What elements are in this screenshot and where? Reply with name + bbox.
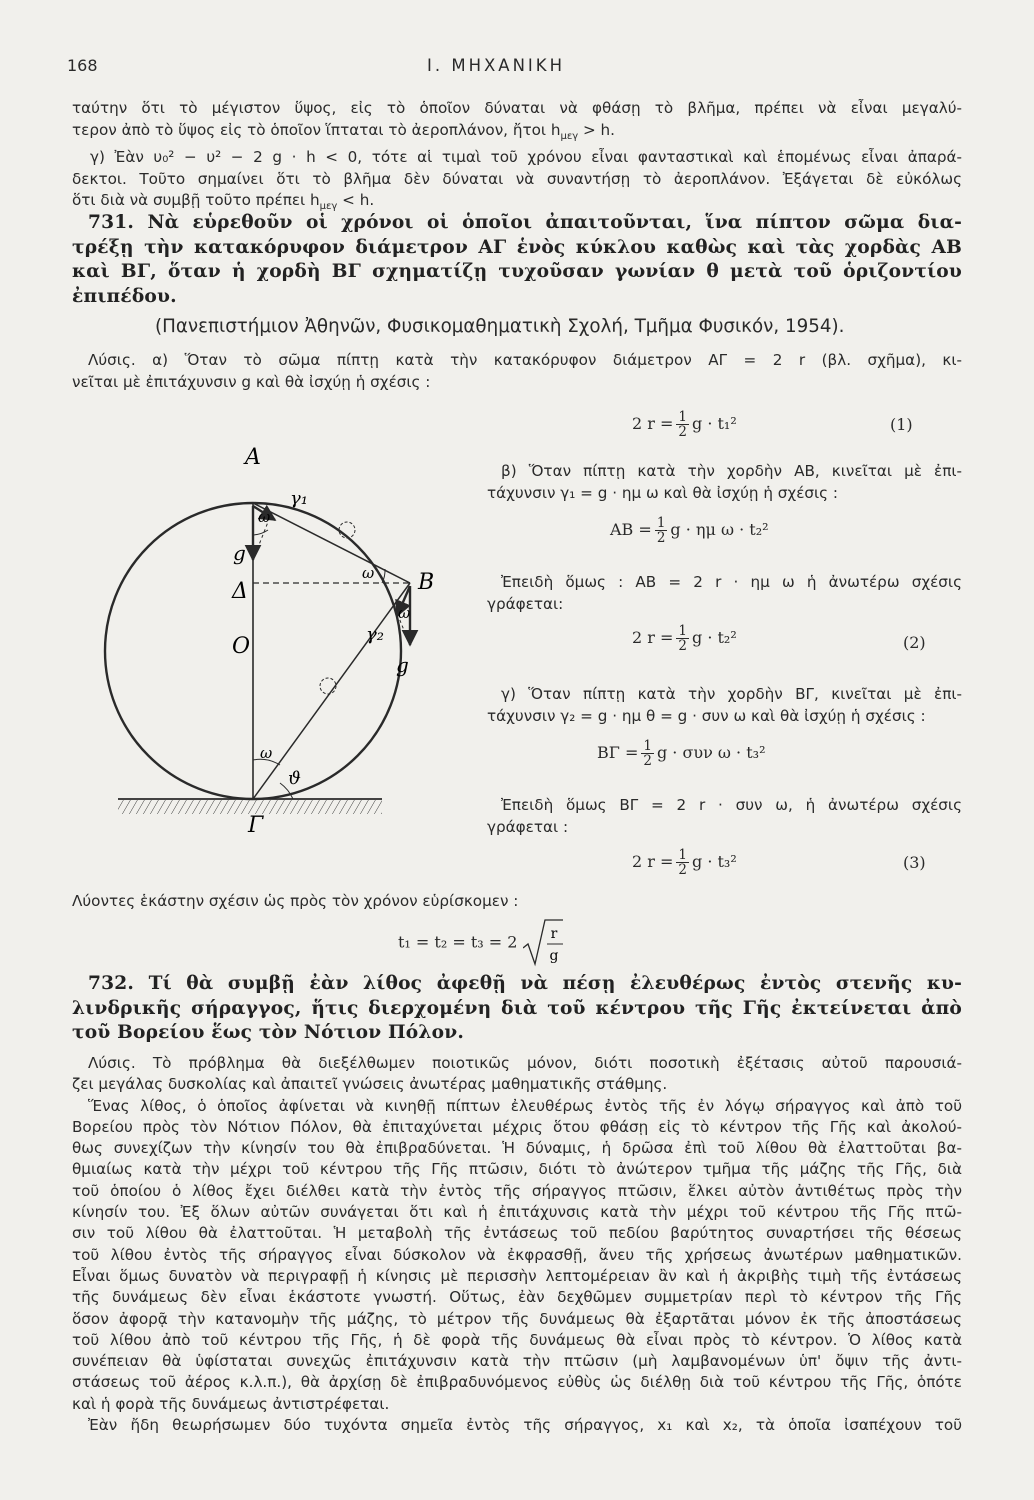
- text-line: γ) Ἐὰν υ₀² − υ² − 2 g · h < 0, τότε αἱ τιμαὶ τοῦ χρόνου εἶναι φανταστικαὶ καὶ ἑπομένως εἶναι ἀπαρά-: [90, 148, 962, 167]
- problem-731-source: (Πανεπιστήμιον Ἀθηνῶν, Φυσικομαθηματικὴ Σχολή, Τμῆμα Φυσικόν, 1954).: [155, 316, 845, 337]
- text-line: τοῦ λίθου ἀπὸ τοῦ κέντρου τῆς Γῆς, ἡ δὲ φορὰ τῆς δυνάμεως θὰ εἶναι πρὸς τὸ κέντρον. Ὁ λίθος κατὰ: [72, 1330, 962, 1349]
- text-line: σιν τοῦ λίθου θὰ ἐλαττοῦται. Ἡ μεταβολὴ τῆς ἐντάσεως τοῦ πεδίου βαρύτητος συναρτήσει τῆς θέσεως: [72, 1224, 962, 1243]
- page-number: 168: [67, 56, 98, 75]
- text-line: δεκτοι. Τοῦτο σημαίνει ὅτι τὸ βλῆμα δὲν δύναται νὰ συναντήσῃ τὸ ἀεροπλάνον. Ἐξάγεται δὲ εὐκόλως: [72, 169, 962, 188]
- text-line: θμιαίως κατὰ τὴν μέχρι τοῦ κέντρου τῆς Γῆς πτῶσιν, διότι τὸ ἀνώτερον τμῆμα τῆς μάζης τῆς Γῆς, διὰ: [72, 1160, 962, 1179]
- text-line: 732. Τί θὰ συμβῇ ἐὰν λίθος ἀφεθῇ νὰ πέσῃ ἐλευθέρως ἐντὸς στενῆς κυ-: [88, 973, 962, 994]
- label-o: O: [232, 634, 251, 659]
- text-line: Λύσις. Τὸ πρόβλημα θὰ διεξέλθωμεν ποιοτικῶς μόνον, διότι ποσοτικὴ ἐξέτασις αὐτοῦ παρουσιά-: [88, 1054, 962, 1072]
- solution-731-intro: [72, 350, 962, 393]
- text-line: τρέξῃ τὴν κατακόρυφον διάμετρον ΑΓ ἑνὸς κύκλου καθὼς καὶ τὰς χορδὰς ΑΒ: [72, 236, 962, 258]
- text-line: γ) Ὅταν πίπτῃ κατὰ τὴν χορδὴν ΒΓ, κινεῖται μὲ ἐπι-: [501, 685, 962, 703]
- text-line: β) Ὅταν πίπτῃ κατὰ τὴν χορδὴν ΑΒ, κινεῖται μὲ ἐπι-: [501, 462, 962, 480]
- label-gamma1: γ₁: [290, 488, 308, 509]
- part-c-text: [487, 684, 962, 727]
- chord-ab: [253, 503, 410, 583]
- label-gamma2: γ₂: [366, 624, 384, 645]
- text-line: Λύσις. α) Ὅταν τὸ σῶμα πίπτῃ κατὰ τὴν κατακόρυφον διάμετρον ΑΓ = 2 r (βλ. σχῆμα), κι-: [88, 351, 962, 369]
- problem-731-statement: [72, 211, 962, 309]
- text-line: Ἕνας λίθος, ὁ ὁποῖος ἀφίνεται νὰ κινηθῇ πίπτων ἐλευθέρως ἐντὸς τῆς ἐν λόγῳ σήραγγος καὶ ἀπὸ τοῦ: [88, 1096, 962, 1115]
- text-line: γράφεται:: [487, 594, 564, 613]
- label-omega-g: ω: [260, 744, 273, 762]
- text-line: στάσεως τοῦ ἀέρος κ.λ.π.), θὰ ἀρχίσῃ δὲ ἐπιβραδυνόμενος εὐθὺς ὡς διέλθῃ διὰ τοῦ κέντρου τῆς Γῆς, ὁπότε: [72, 1373, 962, 1392]
- text-line: κίνησίν του. Ἐξ ὅλων αὐτῶν συνάγεται ὅτι καὶ ἡ ἐπιτάχυνσις κατὰ τὴν μέχρι τοῦ κέντρου τῆς Γῆς πτῶ-: [72, 1203, 962, 1222]
- sqrt-numerator: r: [550, 926, 557, 942]
- projection-a: [253, 522, 268, 560]
- circle-diagram: [100, 440, 470, 835]
- label-g-a: g: [233, 541, 246, 565]
- text-line: θως συνεχίζων τὴν κίνησίν του θὰ ἐπιβραδύνεται. Ἡ δύναμις, ἡ δρῶσα ἐπὶ τοῦ λίθου θὰ ἐλαττοῦται βα-: [72, 1139, 962, 1158]
- part-b-text: [487, 461, 962, 504]
- text-line: ταύτην ὅτι τὸ μέγιστον ὕψος, εἰς τὸ ὁποῖον δύναται νὰ φθάσῃ τὸ βλῆμα, πρέπει νὰ εἶναι μεγαλύ-: [72, 99, 962, 117]
- text-line: τῆς δυνάμεως δὲν εἶναι ἑκάστοτε γνωστή. Οὕτως, ἐὰν δεχθῶμεν συμμετρίαν περὶ τὸ κέντρον τῆς Γῆς: [72, 1288, 962, 1307]
- solving-text: Λύοντες ἑκάστην σχέσιν ὡς πρὸς τὸν χρόνον εὑρίσκομεν :: [72, 892, 519, 910]
- equation-3: 2 r = $\frac{1}{2}$ g · t₃²: [632, 847, 737, 878]
- problem-732-statement: [72, 972, 962, 1046]
- part-b-since: [487, 572, 962, 615]
- part-c-since: [487, 795, 962, 838]
- text-line: Βορείου πρὸς τὸν Νότιον Πόλον, θὰ ἐπιταχύνεται μέχρις ὅτου φθάσῃ εἰς τὸ κέντρον τῆς Γῆς καὶ ἀκολού-: [72, 1117, 962, 1136]
- equation-bg: ΒΓ = $\frac{1}{2}$ g · συν ω · t₃²: [597, 738, 766, 769]
- text-line: συνέπειαν θὰ ὑφίσταται συνεχῶς ἐπιτάχυνσιν κατὰ τὴν πτῶσιν (μὴ λαμβανομένων ὑπ' ὄψιν τῆς ἀντι-: [72, 1352, 962, 1371]
- equation-3-label: (3): [903, 853, 926, 872]
- label-theta: ϑ: [288, 768, 301, 789]
- equation-1-label: (1): [890, 415, 913, 434]
- equation-ab: AB = $\frac{1}{2}$ g · ημ ω · t₂²: [610, 515, 769, 546]
- text-line: καὶ ἡ φορὰ τῆς δυνάμεως ἀντιστρέφεται.: [72, 1394, 390, 1413]
- text-line: ἐπιπέδου.: [72, 285, 177, 307]
- label-b: B: [418, 570, 435, 595]
- label-g-b: g: [396, 653, 409, 677]
- ground-hatch: [118, 800, 382, 814]
- intro-paragraph: [72, 98, 962, 218]
- text-line: ὅσον ἀφορᾷ τὴν κατανομὴν τῆς μάζης, τὸ μέτρον τῆς δυνάμεως θὰ ἐξαρτᾶται μόνον ἐκ τῆς ἀποστάσεως: [72, 1309, 962, 1328]
- text-line: Ἐπειδὴ ὅμως : ΑΒ = 2 r · ημ ω ἡ ἀνωτέρω σχέσις: [501, 573, 962, 591]
- label-g: Γ: [248, 813, 264, 835]
- text-line: Ἐπειδὴ ὅμως ΒΓ = 2 r · συν ω, ἡ ἀνωτέρω σχέσις: [501, 796, 962, 814]
- running-header: Ι. ΜΗΧΑΝΙΚΗ: [427, 56, 566, 75]
- equation-2-label: (2): [903, 633, 926, 652]
- label-a: A: [245, 445, 261, 470]
- text-line: Εἶναι ὅμως δυνατὸν νὰ περιγραφῇ ἡ κίνησις μὲ περισσὴν λεπτομέρειαν ἂν καὶ ἡ ἀκριβὴς τιμὴ τῆς ἐντάσεως: [72, 1266, 962, 1285]
- text-line: ὅτι διὰ νὰ συμβῇ τοῦτο πρέπει $h_{\mu\varepsilon\gamma} < h$.: [72, 191, 375, 213]
- text-line: Ἐὰν ἤδη θεωρήσωμεν δύο τυχόντα σημεῖα ἐντὸς τῆς σήραγγος, x₁ καὶ x₂, τὰ ὁποῖα ἰσαπέχουν τοῦ: [88, 1416, 962, 1435]
- angle-omega-a: [253, 530, 268, 535]
- label-omega-a: ω: [258, 508, 271, 526]
- equation-1: 2 r = $\frac{1}{2}$ g · t₁²: [632, 409, 737, 440]
- body-mark-2: [320, 678, 336, 694]
- final-equation: t₁ = t₂ = t₃ = 2 r g: [398, 918, 563, 968]
- text-line: τάχυνσιν γ₂ = g · ημ θ = g · συν ω καὶ θὰ ἰσχύῃ ἡ σχέσις :: [487, 706, 926, 725]
- text-line: τοῦ Βορείου ἕως τὸν Νότιον Πόλον.: [72, 1022, 464, 1043]
- text-line: τάχυνσιν γ₁ = g · ημ ω καὶ θὰ ἰσχύῃ ἡ σχέσις :: [487, 483, 839, 502]
- sqrt-denominator: g: [549, 948, 559, 964]
- solution-732: [72, 1053, 962, 1436]
- text-line: τοῦ ὁποίου ὁ λίθος ἔχει διέλθει κατὰ τὴν ἐντὸς τῆς σήραγγος πτῶσιν, ἕλκει αὐτὸν ἀντιθέτως πρὸς τὴν: [72, 1181, 962, 1200]
- text-line: τερον ἀπὸ τὸ ὕψος εἰς τὸ ὁποῖον ἵπταται τὸ ἀεροπλάνον, ἤτοι $h_{\mu\varepsilon\gamma} > h$.: [72, 120, 616, 142]
- text-line: γράφεται :: [487, 817, 569, 836]
- text-line: τοῦ λίθου ἐντὸς τῆς σήραγγος εἶναι δύσκολον νὰ ἐκφρασθῇ, ἄνευ τῆς χρήσεως ἀνωτέρων μαθηματικῶν.: [72, 1245, 962, 1264]
- equation-2: 2 r = $\frac{1}{2}$ g · t₂²: [632, 623, 737, 654]
- label-omega-b: ω: [362, 564, 375, 582]
- sqrt-sign: [523, 918, 563, 968]
- text-line: 731. Νὰ εὑρεθοῦν οἱ χρόνοι οἱ ὁποῖοι ἀπαιτοῦνται, ἵνα πίπτον σῶμα δια-: [88, 212, 962, 233]
- chord-bg: [253, 583, 410, 799]
- text-line: λινδρικῆς σήραγγος, ἥτις διερχομένη διὰ τοῦ κέντρου τῆς Γῆς ἐκτείνεται ἀπὸ: [72, 997, 962, 1019]
- label-d: Δ: [232, 579, 248, 604]
- text-line: ζει μεγάλας δυσκολίας καὶ ἀπαιτεῖ γνώσεις ἀνωτέρας μαθηματικῆς στάθμης.: [72, 1075, 668, 1094]
- text-line: νεῖται μὲ ἐπιτάχυνσιν g καὶ θὰ ἰσχύῃ ἡ σχέσις :: [72, 372, 431, 391]
- label-omega-b2: ω: [398, 604, 411, 622]
- text-line: καὶ ΒΓ, ὅταν ἡ χορδὴ ΒΓ σχηματίζῃ τυχοῦσαν γωνίαν θ μετὰ τοῦ ὁριζοντίου: [72, 261, 962, 282]
